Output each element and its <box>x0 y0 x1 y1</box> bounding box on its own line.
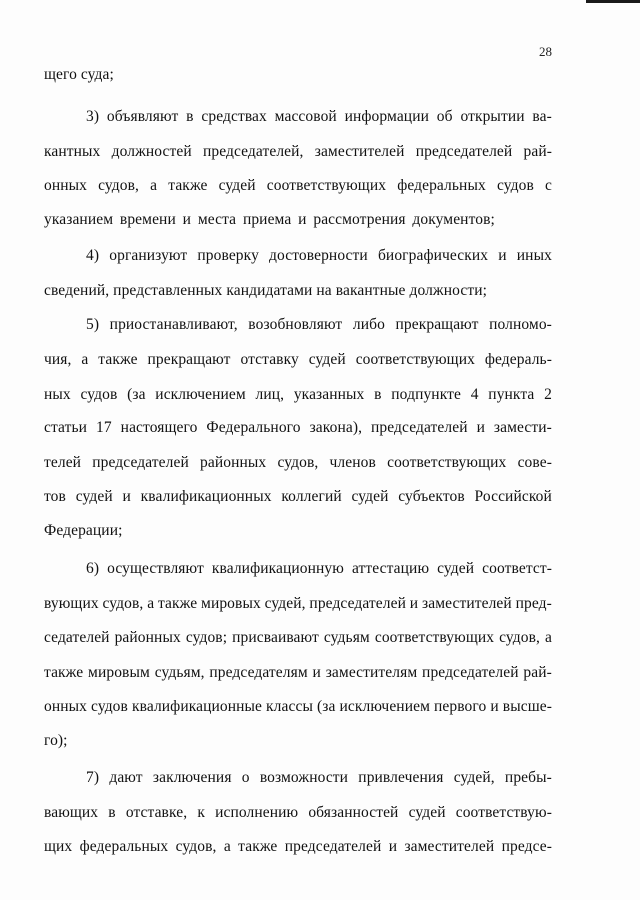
text-line <box>44 487 552 507</box>
text-line <box>44 453 552 473</box>
text-word: заместителям <box>325 664 418 681</box>
text-line <box>86 315 552 335</box>
text-word: а <box>545 629 552 646</box>
text-word: судьям <box>323 629 370 646</box>
text-line <box>44 697 552 717</box>
text-line <box>44 350 552 370</box>
text-word: соответст- <box>482 560 552 577</box>
text-word: подпункте <box>391 386 461 403</box>
text-word: а <box>223 838 231 855</box>
text-word: районных <box>200 454 267 471</box>
text-word: также <box>98 351 138 368</box>
text-word: соответствующих <box>374 629 495 646</box>
text-word: субъектов <box>398 488 465 505</box>
text-word: соответствующих <box>387 454 507 471</box>
text-word: отставке, <box>125 804 188 821</box>
text-word: вующих <box>44 595 99 612</box>
text-word: аттестацию <box>351 560 430 577</box>
text-word: приостанавливают, <box>109 316 238 333</box>
text-line <box>44 837 552 857</box>
text-word: о <box>241 769 250 786</box>
text-word: и <box>122 488 131 505</box>
text-line <box>44 628 552 648</box>
text-word: квалификационную <box>211 560 344 577</box>
text-word: судей, <box>264 595 306 612</box>
text-word: 17 <box>96 419 112 436</box>
text-word: районных <box>114 629 181 646</box>
text-word: и <box>498 247 507 264</box>
text-word: соответствующих <box>355 351 475 368</box>
text-word: судов, <box>102 595 144 612</box>
text-word: 7) <box>86 769 100 786</box>
text-word: седателей <box>44 629 110 646</box>
text-word: судов <box>80 386 118 403</box>
text-word: лиц, <box>255 386 285 403</box>
text-word: 3) <box>86 108 100 125</box>
text-word: организуют <box>109 247 188 264</box>
text-line: щего суда; <box>44 66 114 83</box>
text-word: онных <box>44 177 88 194</box>
text-word: судей <box>351 488 389 505</box>
text-word: кантных <box>44 143 101 160</box>
text-word: председателей <box>371 419 468 436</box>
text-line: Федерации; <box>44 522 123 539</box>
text-word: квалификационных <box>140 488 272 505</box>
text-word: времени <box>119 211 176 228</box>
text-word: статьи <box>44 419 88 436</box>
text-word: председателей <box>309 595 406 612</box>
text-word: председателей <box>422 664 519 681</box>
text-word: проверку <box>197 247 259 264</box>
text-word: полномо- <box>489 316 552 333</box>
text-line: сведений, представленных кандидатами на вакантные должности; <box>44 282 488 299</box>
text-word: рассмотрения <box>313 211 406 228</box>
text-word: в <box>374 386 382 403</box>
text-word: также <box>44 664 84 681</box>
text-line <box>86 768 552 788</box>
text-word: в <box>108 804 116 821</box>
text-word: классы <box>266 698 313 715</box>
text-line <box>86 246 552 266</box>
text-word: также <box>168 177 208 194</box>
text-word: осуществляют <box>107 560 204 577</box>
text-word: заместителей <box>404 838 495 855</box>
text-word: щих <box>44 838 73 855</box>
text-word: чия, <box>44 351 72 368</box>
text-word: членов <box>329 454 376 471</box>
text-line <box>44 803 552 823</box>
text-word: также <box>238 838 278 855</box>
text-word: судов, <box>175 838 217 855</box>
text-word: замести- <box>493 419 552 436</box>
text-word: судей, <box>453 769 495 786</box>
text-word: возможности <box>259 769 349 786</box>
text-word: заключения <box>152 769 232 786</box>
text-word: и <box>409 595 419 612</box>
text-word: присваивают <box>232 629 319 646</box>
text-word: в <box>186 108 194 125</box>
text-word: 6) <box>86 560 100 577</box>
text-word: пункта <box>488 386 535 403</box>
text-word: судов, <box>277 454 319 471</box>
text-line <box>44 385 552 405</box>
text-word: обязанностей <box>308 804 399 821</box>
text-word: массовой <box>274 108 337 125</box>
text-line <box>44 142 552 162</box>
text-word: документов; <box>412 211 495 228</box>
text-word: а <box>147 595 155 612</box>
text-word: заместителей <box>422 595 512 612</box>
text-word: тов <box>44 488 66 505</box>
text-word: информации <box>344 108 429 125</box>
text-word: приема <box>242 211 292 228</box>
text-line <box>44 663 552 683</box>
text-word: квалификационные <box>131 698 263 715</box>
text-word: 4) <box>86 247 100 264</box>
text-word: председателей <box>92 454 189 471</box>
text-line <box>86 107 552 127</box>
text-word: исключением <box>339 698 430 715</box>
text-line <box>44 210 495 230</box>
text-word: об <box>436 108 453 125</box>
text-word: открытии <box>460 108 525 125</box>
text-word: высше- <box>502 698 552 715</box>
text-line <box>44 176 552 196</box>
text-word: иных <box>516 247 552 264</box>
text-word: а <box>81 351 89 368</box>
text-word: судов <box>91 698 128 715</box>
text-word: судей <box>308 351 346 368</box>
text-word: пред- <box>515 595 552 612</box>
text-line <box>86 559 552 579</box>
text-word: средствах <box>201 108 267 125</box>
text-word: онных <box>44 698 88 715</box>
text-word: судей <box>437 560 475 577</box>
text-word: исполнению <box>215 804 299 821</box>
text-word: также <box>157 595 198 612</box>
text-word: телей <box>44 454 82 471</box>
text-word: настоящего <box>120 419 198 436</box>
text-word: федеральных <box>79 838 169 855</box>
text-word: 5) <box>86 316 100 333</box>
text-word: 4 <box>470 386 479 403</box>
text-word: указанием <box>44 211 114 228</box>
text-word: соответствующих <box>266 177 387 194</box>
text-word: должностей <box>111 143 192 160</box>
text-word: рай- <box>523 664 552 681</box>
text-word: председателей <box>415 143 513 160</box>
text-word: судей <box>218 177 256 194</box>
text-word: 2 <box>544 386 552 403</box>
text-word: мировым <box>88 664 150 681</box>
text-word: дают <box>109 769 143 786</box>
text-word: председателей, <box>202 143 304 160</box>
text-word: ных <box>44 386 71 403</box>
text-word: места <box>197 211 237 228</box>
text-word: федеральных <box>397 177 486 194</box>
text-word: судов <box>496 177 534 194</box>
text-word: к <box>197 804 205 821</box>
text-line <box>44 418 552 438</box>
text-word: с <box>544 177 552 194</box>
text-word: председателей <box>284 838 382 855</box>
text-word: закона), <box>309 419 363 436</box>
text-word: председателям <box>209 664 308 681</box>
text-word: мировых <box>201 595 261 612</box>
text-word: предсе- <box>501 838 552 855</box>
text-word: судей <box>408 804 446 821</box>
text-word: ва- <box>532 108 552 125</box>
text-word: и <box>490 698 499 715</box>
text-word: пребы- <box>504 769 552 786</box>
text-word: и <box>388 838 398 855</box>
text-word: соответствую- <box>455 804 552 821</box>
text-word: прекращают <box>147 351 231 368</box>
text-word: рай- <box>523 143 552 160</box>
text-word: достоверности <box>269 247 368 264</box>
text-word: и <box>182 211 192 228</box>
text-word: и <box>476 419 485 436</box>
text-word: и <box>312 664 321 681</box>
text-word: отставку <box>240 351 299 368</box>
text-word: объявляют <box>106 108 179 125</box>
text-word: судов, <box>98 177 140 194</box>
text-word: привлечения <box>358 769 444 786</box>
text-word: биографических <box>377 247 489 264</box>
text-word: либо <box>352 316 385 333</box>
text-word: а <box>150 177 158 194</box>
scan-corner-mark <box>586 0 640 3</box>
text-word: федераль- <box>484 351 552 368</box>
text-word: первого <box>434 698 487 715</box>
text-word: судов, <box>499 629 541 646</box>
text-word: вающих <box>44 804 99 821</box>
text-word: Российской <box>474 488 552 505</box>
text-word: (за <box>127 386 146 403</box>
text-word: судьям, <box>154 664 205 681</box>
text-word: возобновляют <box>248 316 343 333</box>
text-word: сове- <box>517 454 552 471</box>
text-word: прекращают <box>395 316 479 333</box>
text-word: и <box>298 211 307 228</box>
text-word: судей <box>75 488 113 505</box>
text-word: заместителей <box>314 143 405 160</box>
text-word: (за <box>317 698 336 715</box>
text-line <box>44 594 552 614</box>
text-word: Федерального <box>206 419 301 436</box>
text-word: исключением <box>155 386 246 403</box>
page-number: 28 <box>539 44 552 59</box>
text-word: коллегий <box>281 488 342 505</box>
text-word: судов; <box>185 629 228 646</box>
text-word: указанных <box>293 386 365 403</box>
text-line: го); <box>44 732 68 749</box>
